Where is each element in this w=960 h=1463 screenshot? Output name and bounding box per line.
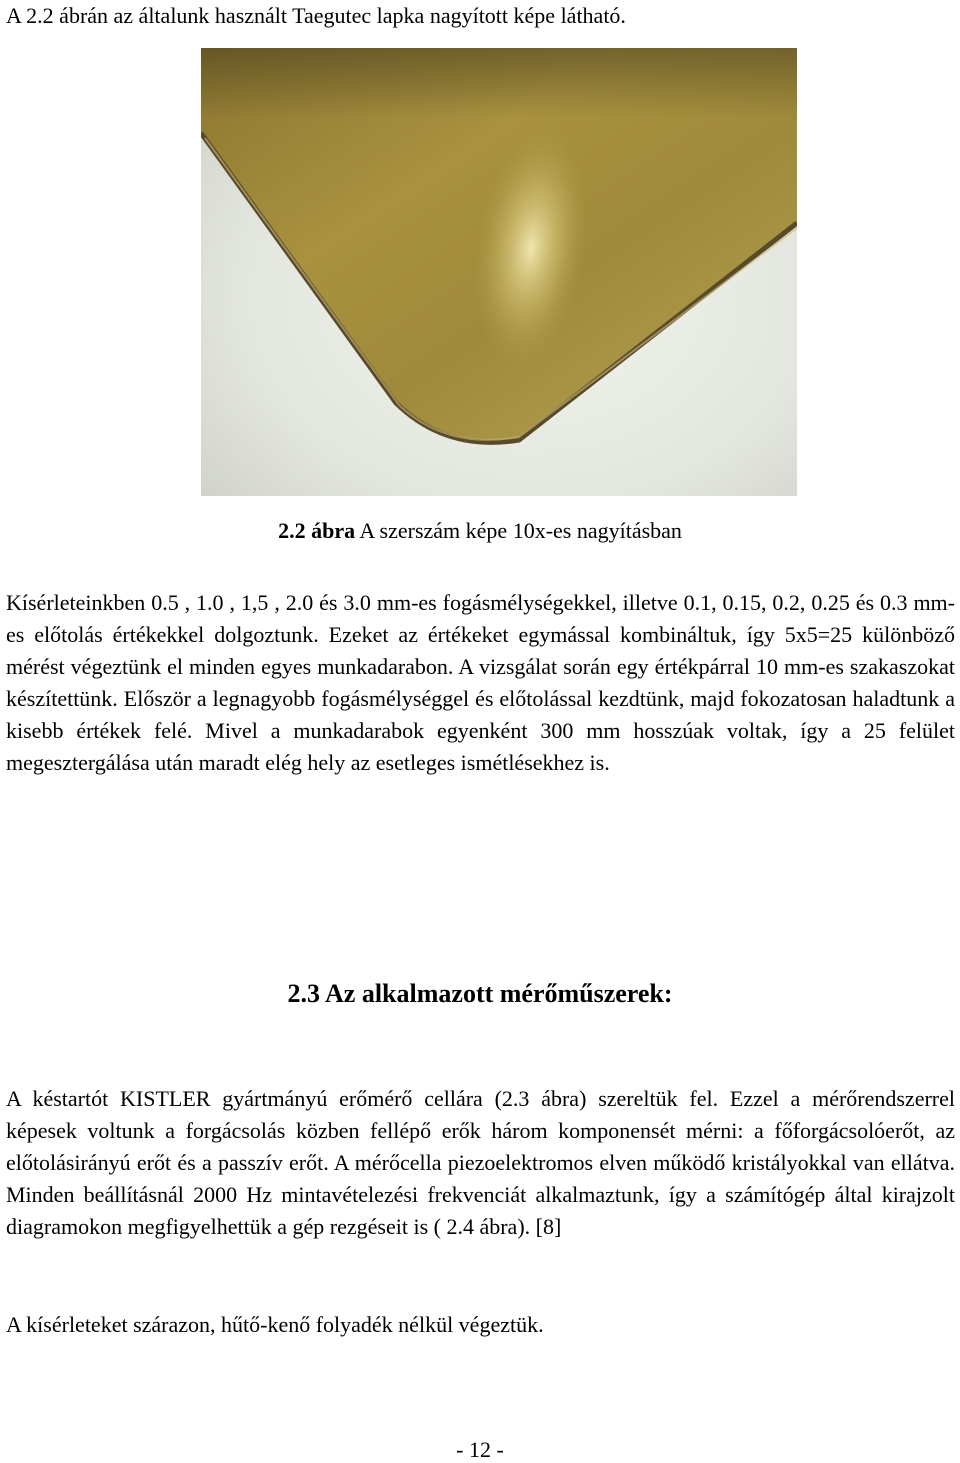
insert-photo-svg: [201, 48, 797, 496]
section-heading: 2.3 Az alkalmazott mérőműszerek:: [287, 979, 673, 1008]
paragraph-experiments: Kísérleteinkben 0.5 , 1.0 , 1,5 , 2.0 és 3.0 mm-es fogásmélységekkel, illetve 0.1, 0.15, 0.2, 0.25 és 0.3 mm-es előtolás értékekkel dolgoztunk. Ezeket az értékeket egymással kombináltuk, így 5x5=25 különböző mérést végeztünk el minden egyes munkadarabon. A vizsgálat során egy értékpárral 10 mm-es szakaszokat készítettünk. Először a legnagyobb fogásmélységgel és előtolással kezdtünk, majd fokozatosan haladtunk a kisebb értékek felé. Mivel a munkadarabok egyenként 300 mm hosszúak voltak, így a 25 felület megesztergálása után maradt elég hely az esetleges ismétlésekhez is.: [6, 590, 955, 775]
paragraph-dry-cutting: A kísérleteket szárazon, hűtő-kenő folyadék nélkül végeztük.: [6, 1312, 544, 1337]
paragraph-measuring-system: A késtartót KISTLER gyártmányú erőmérő cellára (2.3 ábra) szereltük fel. Ezzel a mérőrendszerrel képesek voltunk a forgácsolás közben fellépő erők három komponensét mérni: a főforgácsolóerőt, az előtolásirányú erőt és a passzív erőt. A mérőcella piezoelektromos elven működő kristályokkal van ellátva. Minden beállításnál 2000 Hz mintavételezési frekvenciát alkalmaztunk, így a számítógép által kirajzolt diagramokon megfigyelhettük a gép rezgéseit is ( 2.4 ábra). [8]: [6, 1086, 955, 1239]
caption-text: A szerszám képe 10x-es nagyításban: [355, 518, 682, 543]
page-number: - 12 -: [456, 1437, 504, 1462]
caption-number: 2.2 ábra: [278, 518, 356, 543]
insert-top-shadow: [201, 48, 797, 118]
figure-caption: [0, 515, 960, 547]
tool-insert-photo: [201, 48, 797, 496]
intro-text: A 2.2 ábrán az általunk használt Taegutec lapka nagyított képe látható.: [6, 3, 626, 28]
